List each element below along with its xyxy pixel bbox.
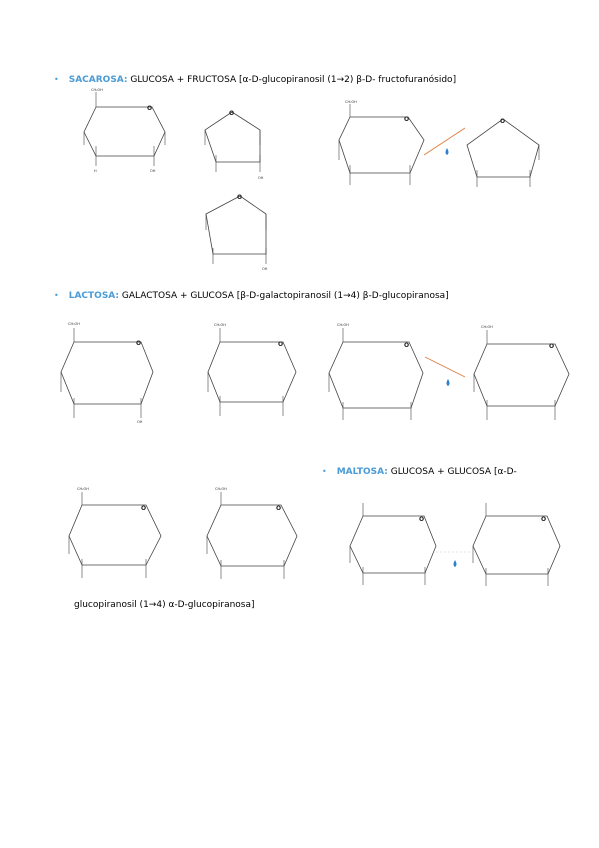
oh-label: OH [137,420,143,424]
structure-fructose-furanose [205,110,264,180]
bullet-icon: • [322,467,327,476]
structure-sacarosa-reaction [339,100,539,187]
h-label: H [94,169,97,173]
structure-glucose-lactosa [208,323,296,416]
structure-glucose-maltosa-2 [207,487,297,579]
ring-oxygen-label: O [229,110,235,117]
maltosa-keyword: MALTOSA: [336,467,388,477]
ch2oh-label: CH₂OH [337,323,349,327]
maltosa-continuation: glucopiranosil (1→4) α-D-glucopiranosa] [74,600,255,610]
oh-label: OH [262,267,268,271]
bullet-icon: • [54,291,59,300]
maltosa-description: GLUCOSA + GLUCOSA [α-D- [387,467,517,477]
oh-label: OH [150,169,156,173]
glycosidic-bond-link [425,357,465,377]
ch2oh-label: CH₂OH [345,100,357,104]
structure-galactose [61,322,153,424]
oh-label: OH [258,176,264,180]
water-drop-icon [447,379,450,386]
ring-oxygen-label: O [147,105,153,112]
ring-oxygen-label: O [404,342,410,349]
water-drop-icon [454,560,457,567]
structure-glucose-maltosa-1 [69,487,161,578]
ring-oxygen-label: O [500,118,506,125]
ch2oh-label: CH₂OH [68,322,80,326]
ring-oxygen-label: O [276,505,282,512]
structure-fructose-furanose-lower [206,194,268,271]
ring-oxygen-label: O [549,343,555,350]
lactosa-keyword: LACTOSA: [68,291,120,301]
structure-lactosa-reaction [329,323,569,420]
water-drop-icon [446,148,449,155]
ch2oh-label: CH₂OH [91,88,103,92]
lactosa-description: GALACTOSA + GLUCOSA [β-D-galactopiranosil (1→4) β-D-glucopiranosa] [119,291,449,301]
ring-oxygen-label: O [136,340,142,347]
ring-oxygen-label: O [237,194,243,201]
ring-oxygen-label: O [141,505,147,512]
ch2oh-label: CH₂OH [215,487,227,491]
structure-glucose-pyranose [84,88,165,173]
sacarosa-keyword: SACAROSA: [68,75,128,85]
sacarosa-description: GLUCOSA + FRUCTOSA [α-D-glucopiranosil (1→2) β-D- fructofuranósido] [127,75,457,85]
ch2oh-label: CH₂OH [214,323,226,327]
ring-oxygen-label: O [404,116,410,123]
ring-oxygen-label: O [419,516,425,523]
ch2oh-label: CH₂OH [481,325,493,329]
ch2oh-label: CH₂OH [77,487,89,491]
structure-maltosa-reaction [350,503,560,586]
bullet-icon: • [54,75,59,84]
ring-oxygen-label: O [278,341,284,348]
ring-oxygen-label: O [541,516,547,523]
glycosidic-bond-link [424,128,465,155]
